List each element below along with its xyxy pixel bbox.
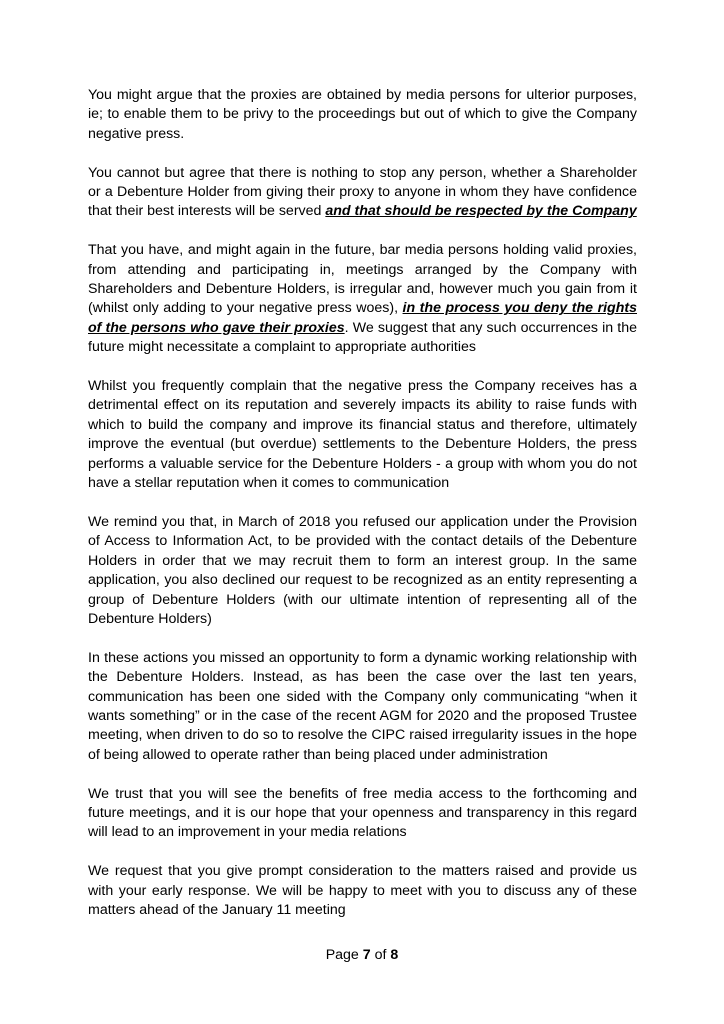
emphasis-text: in the process you deny the rights of the persons who gave their proxies: [88, 300, 637, 336]
of-label: of: [374, 947, 387, 963]
paragraph-proxy-rights: [88, 164, 637, 222]
paragraph-march-2018: We remind you that, in March of 2018 you refused our application under the Provision of Access to Information Act, to be provided with the contact details of the Debenture Holders in order that we may recruit them to form an interest group. In the same application, you also declined our request to be recognized as an entity representing a group of Debenture Holders (with our ultimate intention of representing all of the Debenture Holders): [88, 513, 637, 627]
paragraph-text: That you have, and might again in the future, bar media persons holding valid proxies, from attending and participating in, meetings arranged by the Company with Shareholders and Debenture Holders, is irregular and, however much you gain from it (whilst only adding to your negative press woes),: [88, 242, 637, 317]
paragraph-missed-opportunity: In these actions you missed an opportunity to form a dynamic working relationship with the Debenture Holders. Instead, as has been the case over the last ten years, communication has been one sided with the Company only communicating “when it wants something” or in the case of the recent AGM for 2020 and the proposed Trustee meeting, when driven to do so to resolve the CIPC raised irregularity issues in the hope of being allowed to operate rather than being placed under administration: [88, 649, 637, 763]
page-label: Page: [325, 947, 359, 963]
paragraph-text: You cannot but agree that there is nothing to stop any person, whether a Shareholder or a Debenture Holder from giving their proxy to anyone in whom they have confidence that their best interests will be served: [88, 164, 637, 220]
paragraph-request-response: We request that you give prompt consideration to the matters raised and provide us with your early response. We will be happy to meet with you to discuss any of these matters ahead of the January 11 meeting: [88, 863, 637, 918]
emphasis-text: and that should be respected by the Company: [325, 203, 637, 220]
letter-body: [88, 86, 637, 940]
paragraph-proxies-ulterior: You might argue that the proxies are obtained by media persons for ulterior purposes, ie; to enable them to be privy to the proceedings but out of which to give the Company negative press.: [88, 87, 637, 142]
current-page-number: 7: [362, 947, 371, 963]
total-pages-number: 8: [390, 947, 399, 963]
paragraph-text: . We suggest that any such occurrences in the future might necessitate a complaint to appropriate authorities: [88, 319, 637, 356]
paragraph-media-barred: [88, 241, 637, 357]
paragraph-negative-press: Whilst you frequently complain that the negative press the Company receives has a detrimental effect on its reputation and severely impacts its ability to raise funds with which to build the company and improve its financial status and therefore, ultimately improve the eventual (but overdue) settlements to the Debenture Holders, the press performs a valuable service for the Debenture Holders - a group with whom you do not have a stellar reputation when it comes to communication: [88, 378, 637, 492]
paragraph-media-access: We trust that you will see the benefits of free media access to the forthcoming and future meetings, and it is our hope that your openness and transparency in this regard will lead to an improvement in your media relations: [88, 785, 637, 841]
page-number-footer: [0, 946, 724, 965]
